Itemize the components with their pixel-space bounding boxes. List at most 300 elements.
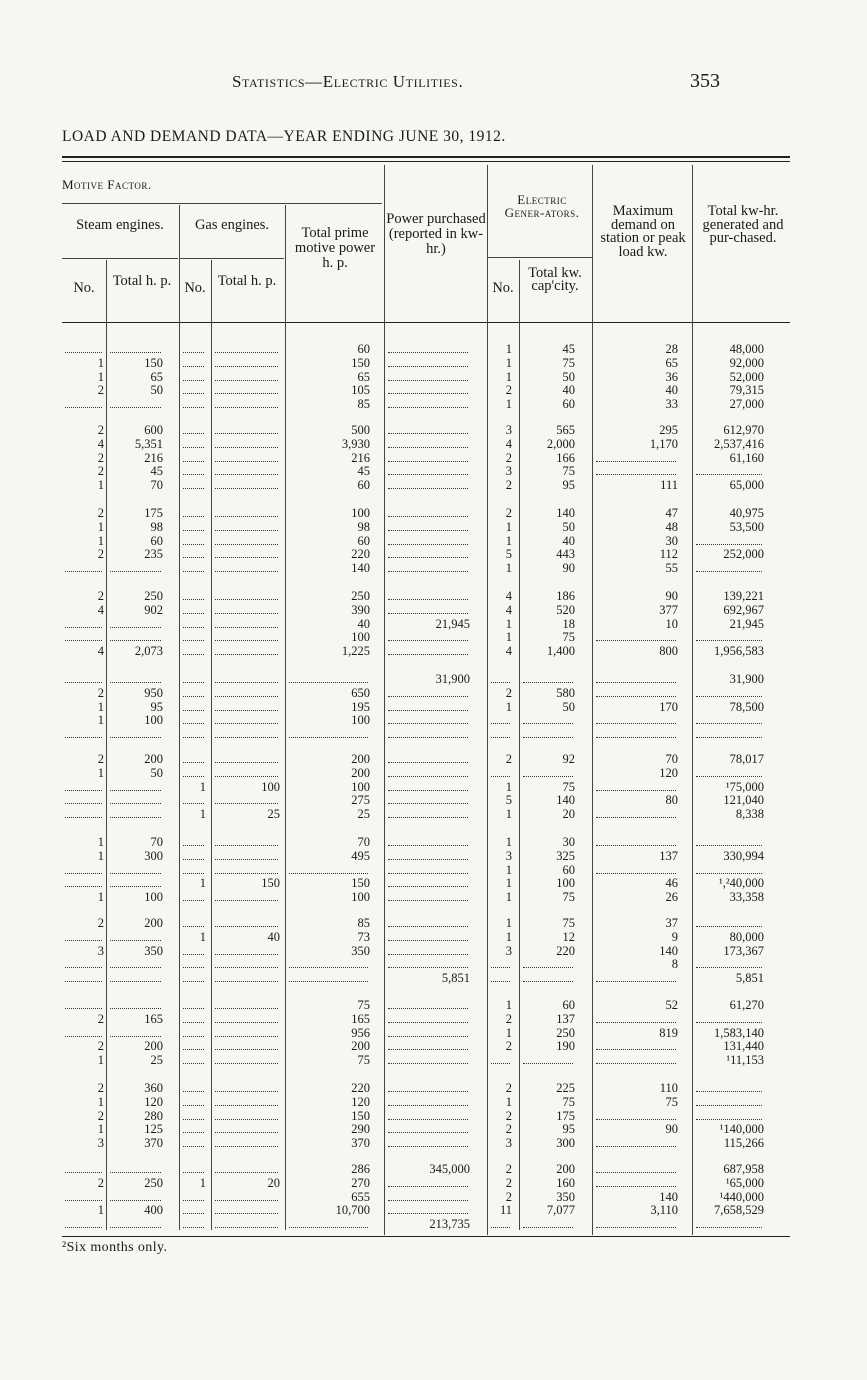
leader-dots xyxy=(183,488,204,489)
steam-no-heading: No. xyxy=(73,280,95,296)
cell-max-demand: 377 xyxy=(659,602,678,617)
cell-gen-kw: 75 xyxy=(562,916,575,930)
leader-dots xyxy=(388,488,468,489)
leader-dots xyxy=(215,474,278,475)
cell-prime-hp: 70 xyxy=(357,835,370,849)
gas-hp-heading: Total h. p. xyxy=(217,273,277,289)
leader-dots xyxy=(696,1091,762,1092)
leader-dots xyxy=(388,1049,468,1050)
cell-gen-kw: 75 xyxy=(562,355,575,370)
leader-dots xyxy=(215,366,278,367)
cell-total-kwhr: 78,017 xyxy=(729,752,764,766)
cell-prime-hp: 75 xyxy=(357,998,370,1012)
leader-dots xyxy=(183,762,204,763)
cell-gen-no: 2 xyxy=(505,1175,512,1190)
leader-dots xyxy=(388,352,468,353)
leader-dots xyxy=(183,393,204,394)
cell-total-kwhr: 2,537,416 xyxy=(714,436,764,451)
leader-dots xyxy=(596,1049,676,1050)
cell-steam-no: 1 xyxy=(97,1053,104,1068)
cell-steam-no: 2 xyxy=(97,916,104,930)
leader-dots xyxy=(65,981,102,982)
cell-purchased: 31,900 xyxy=(435,672,470,686)
leader-dots xyxy=(388,803,468,804)
cell-gas-hp: 100 xyxy=(261,779,280,794)
leader-dots xyxy=(183,1132,204,1133)
cell-gen-no: 5 xyxy=(505,547,512,562)
gas-engines-heading: Gas engines. xyxy=(194,217,270,233)
cell-steam-hp: 250 xyxy=(144,589,163,603)
leader-dots xyxy=(215,954,278,955)
cell-gen-no: 1 xyxy=(505,807,512,822)
cell-gen-no: 3 xyxy=(505,464,512,479)
leader-dots xyxy=(388,1132,468,1133)
leader-dots xyxy=(65,682,102,683)
leader-dots xyxy=(388,1022,468,1023)
leader-dots xyxy=(696,696,762,697)
leader-dots xyxy=(388,1105,468,1106)
leader-dots xyxy=(388,790,468,791)
steam-rule xyxy=(62,258,178,259)
leader-dots xyxy=(183,1146,204,1147)
cell-total-kwhr: 78,500 xyxy=(729,699,764,714)
cell-gen-kw: 18 xyxy=(562,616,575,631)
leader-dots xyxy=(491,1227,510,1228)
leader-dots xyxy=(388,1091,468,1092)
cell-steam-hp: 360 xyxy=(144,1081,163,1095)
leader-dots xyxy=(65,790,102,791)
leader-dots xyxy=(215,1022,278,1023)
cell-gas-no: 1 xyxy=(199,779,206,794)
cell-prime-hp: 275 xyxy=(351,793,370,808)
cell-gen-no: 1 xyxy=(505,916,512,930)
leader-dots xyxy=(183,1200,204,1201)
cell-total-kwhr: 48,000 xyxy=(729,342,764,356)
leader-dots xyxy=(696,640,762,641)
cell-steam-hp: 200 xyxy=(144,916,163,930)
total-kwhr-heading: Total kw-hr. generated and pur-chased. xyxy=(702,203,784,246)
leader-dots xyxy=(183,516,204,517)
cell-gen-no: 1 xyxy=(505,533,512,548)
cell-prime-hp: 650 xyxy=(351,685,370,700)
leader-dots xyxy=(215,654,278,655)
leader-dots xyxy=(110,1227,161,1228)
max-demand-heading: Maximum demand on station or peak load kw. xyxy=(600,203,686,260)
leader-dots xyxy=(215,1172,278,1173)
cell-steam-hp: 150 xyxy=(144,355,163,370)
leader-dots xyxy=(388,845,468,846)
col-divider xyxy=(592,165,593,1235)
leader-dots xyxy=(215,627,278,628)
cell-total-kwhr: 8,338 xyxy=(735,807,764,822)
leader-dots xyxy=(523,1227,573,1228)
cell-steam-hp: 175 xyxy=(144,506,163,520)
leader-dots xyxy=(491,737,510,738)
leader-dots xyxy=(110,640,161,641)
cell-total-kwhr: 27,000 xyxy=(729,397,764,412)
leader-dots xyxy=(388,544,468,545)
leader-dots xyxy=(110,627,161,628)
cell-steam-no: 2 xyxy=(97,450,104,465)
leader-dots xyxy=(215,967,278,968)
cell-gen-no: 1 xyxy=(505,890,512,905)
cell-steam-hp: 60 xyxy=(150,533,163,548)
leader-dots xyxy=(596,790,676,791)
leader-dots xyxy=(388,954,468,955)
cell-gen-kw: 50 xyxy=(562,519,575,534)
cell-gen-kw: 50 xyxy=(562,369,575,384)
leader-dots xyxy=(388,776,468,777)
leader-dots xyxy=(388,873,468,874)
leader-dots xyxy=(110,790,161,791)
leader-dots xyxy=(491,981,510,982)
leader-dots xyxy=(110,1008,161,1009)
leader-dots xyxy=(215,1091,278,1092)
leader-dots xyxy=(388,967,468,968)
leader-dots xyxy=(215,1105,278,1106)
leader-dots xyxy=(523,981,573,982)
cell-steam-no: 1 xyxy=(97,519,104,534)
cell-steam-hp: 400 xyxy=(144,1203,163,1218)
col-divider xyxy=(211,260,212,1230)
leader-dots xyxy=(65,1036,102,1037)
leader-dots xyxy=(183,1036,204,1037)
leader-dots xyxy=(183,1049,204,1050)
leader-dots xyxy=(696,474,762,475)
cell-gen-kw: 75 xyxy=(562,630,575,645)
cell-total-kwhr: 33,358 xyxy=(729,890,764,905)
cell-steam-no: 1 xyxy=(97,355,104,370)
leader-dots xyxy=(596,873,676,874)
leader-dots xyxy=(215,710,278,711)
cell-steam-no: 1 xyxy=(97,533,104,548)
leader-dots xyxy=(388,613,468,614)
leader-dots xyxy=(110,737,161,738)
gas-no-heading: No. xyxy=(184,280,206,296)
leader-dots xyxy=(388,723,468,724)
leader-dots xyxy=(183,954,204,955)
leader-dots xyxy=(215,393,278,394)
leader-dots xyxy=(696,845,762,846)
cell-gen-no: 2 xyxy=(505,478,512,493)
cell-total-kwhr: ¹65,000 xyxy=(725,1175,764,1190)
cell-gen-no: 5 xyxy=(505,793,512,808)
leader-dots xyxy=(65,967,102,968)
cell-gen-kw: 350 xyxy=(556,1189,575,1204)
leader-dots xyxy=(523,737,573,738)
cell-prime-hp: 40 xyxy=(357,616,370,631)
cell-gen-kw: 443 xyxy=(556,547,575,562)
leader-dots xyxy=(183,1008,204,1009)
cell-gas-hp: 25 xyxy=(267,807,280,822)
leader-dots xyxy=(183,1119,204,1120)
cell-prime-hp: 200 xyxy=(351,1039,370,1054)
cell-prime-hp: 150 xyxy=(351,876,370,891)
leader-dots xyxy=(110,886,161,887)
cell-total-kwhr: 115,266 xyxy=(723,1136,764,1151)
cell-prime-hp: 370 xyxy=(351,1136,370,1151)
leader-dots xyxy=(215,723,278,724)
leader-dots xyxy=(596,474,676,475)
cell-prime-hp: 150 xyxy=(351,355,370,370)
cell-prime-hp: 220 xyxy=(351,547,370,562)
col-divider xyxy=(692,165,693,1235)
leader-dots xyxy=(183,530,204,531)
cell-gen-no: 4 xyxy=(505,436,512,451)
leader-dots xyxy=(491,1063,510,1064)
leader-dots xyxy=(596,981,676,982)
leader-dots xyxy=(183,803,204,804)
leader-dots xyxy=(65,1227,102,1228)
leader-dots xyxy=(215,981,278,982)
leader-dots xyxy=(596,1022,676,1023)
cell-gen-no: 1 xyxy=(505,630,512,645)
cell-gen-kw: 75 xyxy=(562,890,575,905)
col-divider xyxy=(519,260,520,1230)
leader-dots xyxy=(215,859,278,860)
cell-total-kwhr: 173,367 xyxy=(723,943,764,958)
cell-max-demand: 47 xyxy=(665,506,678,520)
cell-prime-hp: 216 xyxy=(351,450,370,465)
cell-gen-no: 3 xyxy=(505,423,512,437)
cell-max-demand: 52 xyxy=(665,998,678,1012)
cell-prime-hp: 250 xyxy=(351,589,370,603)
cell-gen-kw: 60 xyxy=(562,862,575,877)
leader-dots xyxy=(215,407,278,408)
cell-prime-hp: 165 xyxy=(351,1011,370,1026)
cell-steam-no: 1 xyxy=(97,1094,104,1109)
leader-dots xyxy=(215,1213,278,1214)
leader-dots xyxy=(388,571,468,572)
leader-dots xyxy=(110,352,161,353)
cell-gen-kw: 225 xyxy=(556,1081,575,1095)
leader-dots xyxy=(183,544,204,545)
cell-max-demand: 70 xyxy=(665,752,678,766)
running-head: Statistics—Electric Utilities. xyxy=(232,72,464,91)
leader-dots xyxy=(388,557,468,558)
cell-steam-no: 1 xyxy=(97,1203,104,1218)
cell-gen-no: 1 xyxy=(505,1025,512,1040)
cell-steam-hp: 280 xyxy=(144,1108,163,1123)
leader-dots xyxy=(388,696,468,697)
cell-gen-kw: 60 xyxy=(562,998,575,1012)
leader-dots xyxy=(491,967,510,968)
cell-prime-hp: 10,700 xyxy=(335,1203,370,1218)
cell-gen-kw: 565 xyxy=(556,423,575,437)
cell-gen-no: 1 xyxy=(505,369,512,384)
leader-dots xyxy=(388,654,468,655)
leader-dots xyxy=(388,393,468,394)
cell-gen-kw: 30 xyxy=(562,835,575,849)
leader-dots xyxy=(65,1008,102,1009)
cell-gas-hp: 150 xyxy=(261,876,280,891)
leader-dots xyxy=(388,474,468,475)
steam-engines-heading: Steam engines. xyxy=(76,217,164,233)
cell-prime-hp: 45 xyxy=(357,464,370,479)
cell-total-kwhr: 612,970 xyxy=(723,423,764,437)
cell-gen-no: 2 xyxy=(505,383,512,398)
leader-dots xyxy=(215,696,278,697)
leader-dots xyxy=(215,613,278,614)
cell-max-demand: 40 xyxy=(665,383,678,398)
cell-steam-hp: 200 xyxy=(144,752,163,766)
cell-gen-kw: 50 xyxy=(562,699,575,714)
gen-no-heading: No. xyxy=(492,280,514,296)
leader-dots xyxy=(215,557,278,558)
leader-dots xyxy=(388,1213,468,1214)
cell-gen-kw: 250 xyxy=(556,1025,575,1040)
cell-prime-hp: 495 xyxy=(351,848,370,863)
leader-dots xyxy=(388,461,468,462)
cell-max-demand: 3,110 xyxy=(650,1203,678,1218)
leader-dots xyxy=(65,627,102,628)
leader-dots xyxy=(388,407,468,408)
cell-gen-no: 1 xyxy=(505,835,512,849)
leader-dots xyxy=(289,981,368,982)
leader-dots xyxy=(215,1119,278,1120)
cell-gen-kw: 190 xyxy=(556,1039,575,1054)
cell-gen-kw: 60 xyxy=(562,397,575,412)
leader-dots xyxy=(696,1119,762,1120)
leader-dots xyxy=(388,516,468,517)
cell-total-kwhr: 139,221 xyxy=(723,589,764,603)
leader-dots xyxy=(523,1063,573,1064)
leader-dots xyxy=(388,710,468,711)
leader-dots xyxy=(696,1227,762,1228)
cell-gen-kw: 1,400 xyxy=(546,644,575,659)
leader-dots xyxy=(183,776,204,777)
cell-max-demand: 46 xyxy=(665,876,678,891)
cell-total-kwhr: 1,583,140 xyxy=(714,1025,764,1040)
cell-max-demand: 110 xyxy=(659,1081,678,1095)
cell-steam-hp: 70 xyxy=(150,478,163,493)
generators-rule xyxy=(488,257,592,258)
leader-dots xyxy=(183,1022,204,1023)
cell-gen-kw: 92 xyxy=(562,752,575,766)
cell-max-demand: 10 xyxy=(665,616,678,631)
cell-prime-hp: 60 xyxy=(357,533,370,548)
cell-gen-no: 4 xyxy=(505,589,512,603)
leader-dots xyxy=(183,682,204,683)
leader-dots xyxy=(183,366,204,367)
leader-dots xyxy=(215,461,278,462)
leader-dots xyxy=(183,710,204,711)
leader-dots xyxy=(65,803,102,804)
leader-dots xyxy=(183,1213,204,1214)
leader-dots xyxy=(215,488,278,489)
cell-max-demand: 28 xyxy=(665,342,678,356)
col-divider xyxy=(106,260,107,1230)
leader-dots xyxy=(215,352,278,353)
cell-max-demand: 1,170 xyxy=(649,436,678,451)
cell-gen-no: 2 xyxy=(505,1162,512,1176)
leader-dots xyxy=(696,571,762,572)
cell-gas-no: 1 xyxy=(199,807,206,822)
leader-dots xyxy=(388,1119,468,1120)
leader-dots xyxy=(110,1036,161,1037)
leader-dots xyxy=(696,776,762,777)
leader-dots xyxy=(215,544,278,545)
cell-steam-hp: 300 xyxy=(144,848,163,863)
leader-dots xyxy=(65,1200,102,1201)
cell-gen-no: 2 xyxy=(505,685,512,700)
cell-gen-no: 2 xyxy=(505,506,512,520)
cell-total-kwhr: 692,967 xyxy=(723,602,764,617)
leader-dots xyxy=(215,447,278,448)
cell-prime-hp: 200 xyxy=(351,765,370,780)
leader-dots xyxy=(110,803,161,804)
leader-dots xyxy=(388,762,468,763)
cell-steam-hp: 25 xyxy=(150,1053,163,1068)
cell-total-kwhr: 61,270 xyxy=(729,998,764,1012)
cell-steam-no: 1 xyxy=(97,369,104,384)
leader-dots xyxy=(183,599,204,600)
leader-dots xyxy=(215,571,278,572)
cell-steam-no: 2 xyxy=(97,506,104,520)
cell-gen-kw: 75 xyxy=(562,779,575,794)
cell-prime-hp: 655 xyxy=(351,1189,370,1204)
leader-dots xyxy=(110,981,161,982)
cell-steam-hp: 250 xyxy=(144,1175,163,1190)
cell-total-kwhr: 5,851 xyxy=(735,971,764,986)
cell-total-kwhr: ¹,²40,000 xyxy=(719,876,764,891)
cell-steam-no: 4 xyxy=(97,602,104,617)
cell-prime-hp: 350 xyxy=(351,943,370,958)
leader-dots xyxy=(596,723,676,724)
cell-gen-no: 2 xyxy=(505,1011,512,1026)
leader-dots xyxy=(289,737,368,738)
cell-steam-hp: 50 xyxy=(150,383,163,398)
cell-prime-hp: 195 xyxy=(351,699,370,714)
cell-max-demand: 137 xyxy=(659,848,678,863)
cell-max-demand: 65 xyxy=(665,355,678,370)
leader-dots xyxy=(215,1132,278,1133)
cell-gen-no: 1 xyxy=(505,1094,512,1109)
leader-dots xyxy=(388,1146,468,1147)
cell-gas-no: 1 xyxy=(199,876,206,891)
cell-gen-kw: 95 xyxy=(562,1122,575,1137)
cell-max-demand: 90 xyxy=(665,1122,678,1137)
cell-gas-hp: 20 xyxy=(267,1175,280,1190)
cell-steam-hp: 950 xyxy=(144,685,163,700)
cell-total-kwhr: 330,994 xyxy=(723,848,764,863)
cell-steam-no: 1 xyxy=(97,765,104,780)
leader-dots xyxy=(523,682,573,683)
leader-dots xyxy=(596,682,676,683)
leader-dots xyxy=(388,817,468,818)
leader-dots xyxy=(215,1063,278,1064)
cell-steam-no: 2 xyxy=(97,1011,104,1026)
leader-dots xyxy=(215,1049,278,1050)
col-divider xyxy=(179,205,180,1230)
leader-dots xyxy=(388,886,468,887)
cell-steam-no: 2 xyxy=(97,383,104,398)
cell-gen-kw: 300 xyxy=(556,1136,575,1151)
leader-dots xyxy=(215,1036,278,1037)
leader-dots xyxy=(183,723,204,724)
leader-dots xyxy=(183,407,204,408)
cell-total-kwhr: 92,000 xyxy=(729,355,764,370)
leader-dots xyxy=(110,682,161,683)
cell-total-kwhr: 31,900 xyxy=(729,672,764,686)
cell-steam-no: 3 xyxy=(97,1136,104,1151)
leader-dots xyxy=(110,967,161,968)
cell-total-kwhr: 1,956,583 xyxy=(714,644,764,659)
cell-gen-no: 4 xyxy=(505,644,512,659)
leader-dots xyxy=(491,776,510,777)
cell-total-kwhr: 40,975 xyxy=(729,506,764,520)
leader-dots xyxy=(215,926,278,927)
